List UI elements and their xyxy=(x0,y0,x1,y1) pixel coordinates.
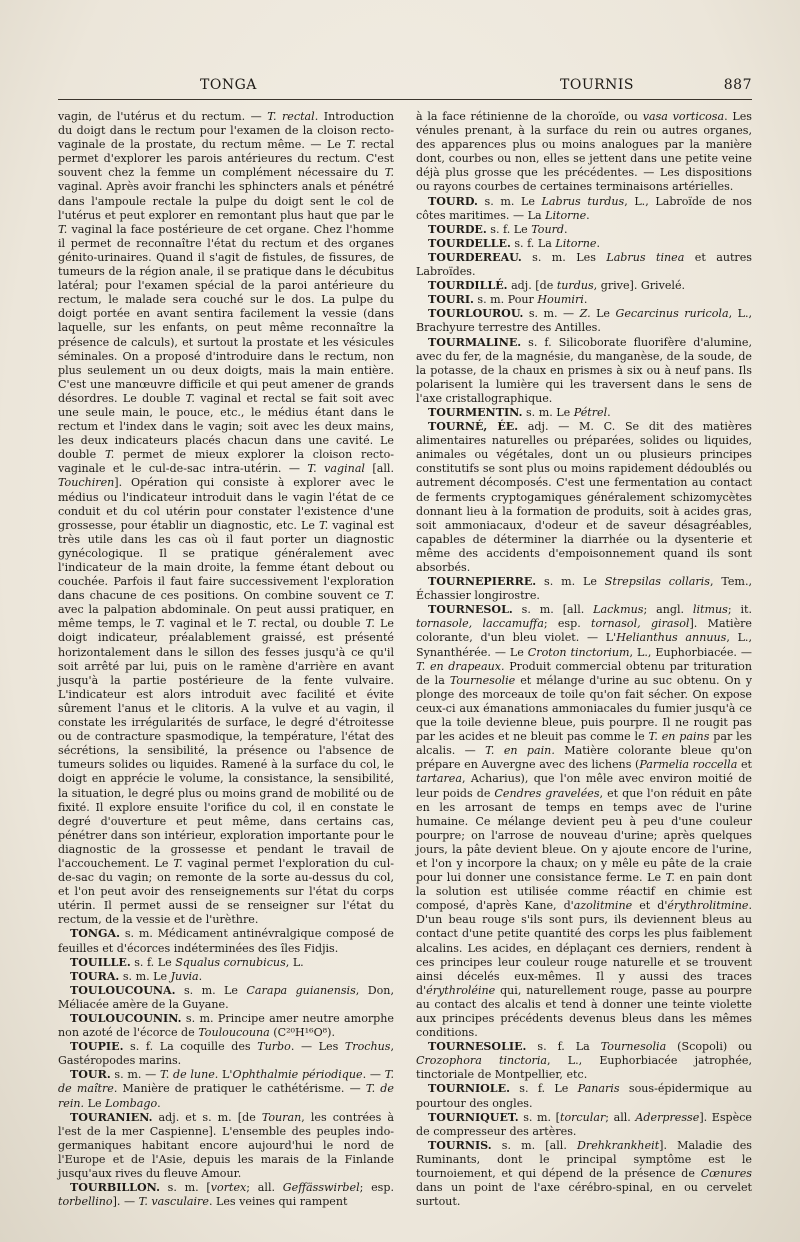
dictionary-entry xyxy=(416,223,752,237)
entry-text: s. f. La xyxy=(510,236,556,250)
dictionary-entry xyxy=(58,1012,394,1040)
entry-text: s. m. Le xyxy=(119,969,171,983)
entry-headword: TOURNEPIERRE. xyxy=(428,575,537,589)
entry-text: ; esp. xyxy=(543,617,592,631)
running-header xyxy=(58,77,752,97)
italic-term: Touchiren xyxy=(58,476,115,490)
entry-text: , et que l'on réduit en pâte en les arrosant de temps en temps avec de l'urine humaine. Ce mélange devient peu à peu d'une couleur pourpre; on l'arrose de nouveau d'urine; après quelques jours, la pâte devient bleue. On y ajoute encore de l'urine, et l'on y incorpore la chaux; on y mêle eu pâte de la craie pour lui donner une consistance ferme. Le xyxy=(416,786,752,885)
dictionary-entry xyxy=(416,293,752,307)
italic-term: Tournesolie xyxy=(449,673,516,687)
italic-term: Cœnures xyxy=(700,1167,752,1181)
entry-headword: TOUPIE. xyxy=(70,1040,124,1054)
italic-term: Aderpresse xyxy=(635,1110,700,1124)
dictionary-entry xyxy=(416,237,752,251)
italic-term: T. xyxy=(365,617,375,631)
entry-text: s. f. La xyxy=(526,1040,601,1054)
right-column xyxy=(416,110,752,1209)
entry-text: s. m. [all. xyxy=(491,1138,578,1152)
entry-text: , Don, Méliacée amère de la Guyane. xyxy=(58,983,394,1011)
entry-text: dans un point de l'axe cérébro-spinal, en ou cervelet surtout. xyxy=(416,1181,752,1209)
entry-headword: TOURDEREAU. xyxy=(428,250,522,264)
italic-term: azolitmine xyxy=(573,899,633,913)
entry-text: vaginal. Après avoir franchi les sphincters anals et pénétré dans l'ampoule rectale la pulpe du doigt sent le col de l'utérus et peut explorer en remontant plus haut que par le xyxy=(58,180,394,222)
italic-term: T. de maître. xyxy=(58,1068,394,1096)
entry-text: ; all. xyxy=(246,1181,283,1195)
italic-term: vasa vorticosa xyxy=(642,110,725,123)
header-rule xyxy=(58,99,752,100)
entry-text: [all. xyxy=(364,462,394,476)
italic-term: Z. xyxy=(579,307,591,321)
entry-text: . xyxy=(586,208,590,222)
italic-term: Cendres gravelées xyxy=(494,786,600,800)
italic-term: Panaris xyxy=(577,1082,620,1096)
entry-text: Manière de pratiquer le cathétérisme. — xyxy=(117,1082,366,1096)
italic-term: T. xyxy=(104,448,115,462)
italic-term: T. en pain. xyxy=(485,744,555,758)
entry-text: s. m. Pour xyxy=(473,293,538,307)
entry-text: et autres Labroïdes. xyxy=(416,250,752,279)
entry-text: . Les vénules prenant, à la surface du rein ou autres organes, des apparences plus ou moins analogues par la manière dont, courbes ou non, elles se jettent dans une petite veine déjà plus grosse que les précédentes. — Les dispositions ou rayons courbes de certaines terminaisons artérielles. xyxy=(416,110,752,194)
italic-term: T. xyxy=(384,166,394,180)
italic-term: T. xyxy=(155,617,165,631)
entry-text: s. m. Le xyxy=(477,194,542,208)
entry-headword: TOURNÉ, ÉE. xyxy=(428,420,519,434)
entry-text: par les alcalis. — xyxy=(416,730,752,758)
entry-text: avec la palpation abdominale. On peut aussi pratiquer, en même temps, le xyxy=(58,603,394,631)
italic-term: tornasol, girasol xyxy=(591,617,690,631)
entry-text: s. m. [all. xyxy=(512,603,594,617)
entry-headword: TOURBILLON. xyxy=(70,1181,160,1195)
entry-text: . xyxy=(596,236,600,250)
italic-term: torbellino xyxy=(58,1195,113,1209)
entry-headword: TOURNIOLE. xyxy=(428,1082,510,1096)
italic-term: Touran xyxy=(261,1110,302,1124)
header-first-word: TONGA xyxy=(200,77,257,93)
entry-text: Introduction du doigt dans le rectum pour l'examen de la cloison recto-vaginale de la prostate, du rectum même. — Le xyxy=(58,110,394,152)
italic-term: Litorne xyxy=(555,236,597,250)
entry-text: ; angl. xyxy=(643,603,693,617)
italic-term: Parmelia roccella xyxy=(639,758,738,772)
entry-text: . D'un beau rouge s'ils sont purs, ils deviennent bleus au contact d'une petite quantité des corps les plus faiblement alcalins. Les acides, en déplaçant ces derniers, rendent à ces principes leur couleur rouge naturelle et se trouvent ainsi décelés eux-mêmes. Il y aussi des traces d' xyxy=(416,899,752,997)
dictionary-entry xyxy=(416,279,752,293)
entry-headword: TOURNESOL. xyxy=(428,603,513,617)
entry-text: adj. [de xyxy=(507,279,557,293)
italic-term: Trochus xyxy=(344,1040,391,1054)
entry-text: et mélange d'urine au suc obtenu. On y plonge des morceaux de toile qu'on fait sécher. On expose ceux-ci aux émanations ammoniacales du fumier jusqu'à ce que la toile devienne bleue, puis pourpre. Il ne rougit pas par les acides et ne bleuit pas comme le xyxy=(416,673,752,744)
entry-text: s. f. Le xyxy=(509,1082,578,1096)
italic-term: Litorne xyxy=(545,208,587,222)
italic-term: Labrus turdus xyxy=(541,194,625,208)
italic-term: Juvia xyxy=(170,969,199,983)
entry-text: , Acharius), que l'on mêle avec environ moitié de leur poids de xyxy=(416,772,752,800)
dictionary-entry xyxy=(416,575,752,603)
dictionary-entry xyxy=(58,970,394,984)
entry-text: . xyxy=(157,1096,161,1110)
entry-text: (C²⁰H¹⁶O⁸). xyxy=(269,1026,335,1040)
italic-term: T. vasculaire xyxy=(138,1195,209,1209)
entry-text: s. m. [ xyxy=(518,1110,560,1124)
italic-term: T. xyxy=(319,518,329,532)
entry-text: . xyxy=(583,293,588,307)
italic-term: T. en drapeaux. xyxy=(416,659,505,673)
page-number: 887 xyxy=(723,77,752,93)
dictionary-entry xyxy=(416,251,752,279)
entry-headword: TOURA. xyxy=(70,969,120,983)
entry-text: s. m. [ xyxy=(159,1181,211,1195)
dictionary-entry xyxy=(58,1111,394,1181)
dictionary-entry xyxy=(416,603,752,1040)
dictionary-entry xyxy=(416,420,752,575)
entry-text: ]. Maladie des Ruminants, dont le principal symptôme est le tournoiement, et qui dépend de la présence de xyxy=(416,1138,752,1181)
entry-text: s. m. Le xyxy=(175,983,247,997)
italic-term: vortex xyxy=(210,1181,247,1195)
entry-text: , L., Synanthérée. — Le xyxy=(416,631,752,659)
italic-term: érythrolitmine xyxy=(667,899,749,913)
entry-text: s. m. Principe amer neutre amorphe non azoté de l'écorce de xyxy=(58,1012,394,1040)
italic-term: T. xyxy=(665,871,675,885)
dictionary-entry xyxy=(58,927,394,955)
entry-text: ]. Matière colorante, d'un bleu violet. — L' xyxy=(416,617,753,645)
italic-term: tartarea xyxy=(416,772,462,786)
italic-term: turdus xyxy=(556,279,594,293)
italic-term: Drehkrankheit xyxy=(577,1138,660,1152)
entry-text: , Tem., Échassier longirostre. xyxy=(416,575,752,603)
entry-headword: TOURMENTIN. xyxy=(428,405,523,419)
italic-term: Carapa guianensis xyxy=(246,983,356,997)
entry-text: ]. Espèce de compresseur des artères. xyxy=(416,1110,752,1138)
entry-text: vaginal et rectal se fait soit avec une seule main, le pouce, etc., le médius étant dans le rectum et l'index dans le vagin; soit avec les deux mains, les deux indicateurs placés chacun dans une cavité. Le double xyxy=(58,391,394,462)
entry-text: Matière colorante bleue qu'on prépare en Auvergne avec des lichens ( xyxy=(416,744,752,772)
continued-entry-text xyxy=(416,110,752,195)
entry-text: vagin, de l'utérus et du rectum. — xyxy=(58,110,268,123)
entry-headword: TOURNIQUET. xyxy=(428,1110,519,1124)
entry-text: , L., Brachyure terrestre des Antilles. xyxy=(416,307,752,335)
entry-text: s. m. Le xyxy=(536,575,605,589)
entry-text: , Gastéropodes marins. xyxy=(58,1040,394,1068)
entry-text: , les contrées à l'est de la mer Caspienne]. L'ensemble des peuples indo-germaniques habitant encore aujourd'hui le nord de l'Europe et de l'Asie, depuis les marais de la Finlande jusqu'aux rives du fleuve Amour. xyxy=(58,1110,394,1181)
italic-term: T. xyxy=(58,222,68,236)
italic-term: Croton tinctorium xyxy=(527,645,630,659)
italic-term: T. xyxy=(173,856,183,870)
dictionary-entry xyxy=(58,1068,394,1110)
dictionary-entry xyxy=(416,195,752,223)
entry-text: ; all. xyxy=(605,1110,636,1124)
italic-term: Turbo xyxy=(257,1040,291,1054)
italic-term: Touloucouna xyxy=(198,1026,270,1040)
italic-term: tornasole, laccamuffa xyxy=(416,617,544,631)
dictionary-entry xyxy=(58,1040,394,1068)
entry-text: sous-épidermique au pourtour des ongles. xyxy=(416,1082,752,1110)
italic-term: T. en pains xyxy=(648,730,710,744)
italic-term: Lombago xyxy=(105,1096,158,1110)
entry-text: s. m. Médicament antinévralgique composé de feuilles et d'écorces indéterminées des îles Fidjis. xyxy=(58,927,394,955)
entry-text: permet de mieux explorer la cloison recto-vaginale et le cul-de-sac intra-utérin. — xyxy=(58,448,395,476)
entry-text: rectal, ou double xyxy=(256,617,366,631)
italic-term: Geffässwirbel xyxy=(282,1181,360,1195)
entry-headword: TONGA. xyxy=(70,927,121,941)
entry-headword: TOURDE. xyxy=(428,222,487,236)
header-last-word: TOURNIS xyxy=(560,77,635,93)
italic-term: Crozophora tinctoria xyxy=(416,1054,547,1068)
entry-headword: TOURANIEN. xyxy=(70,1110,153,1124)
entry-text: Le xyxy=(590,307,616,321)
entry-text: adj. — M. C. Se dit des matières alimentaires naturelles ou préparées, solides ou liquides, animales ou végétales, dont un ou plusieurs principes constitutifs se sont plus ou moins rapidement dédoublés ou autrement décomposés. C'est une fermentation au contact de ferments cryptogamiques généralement schizomycètes donnant lieu à la formation de produits, soit à acides gras, soit ammoniacaux, d'odeur et de saveur désagréables, capables de déterminer la diarrhée ou la dysenterie et même des accidents d'empoisonnement quand ils sont absorbés. xyxy=(416,420,752,574)
entry-text: , L., Labroïde de nos côtes maritimes. — La xyxy=(416,194,752,222)
entry-text: , L., Euphorbiacée. — xyxy=(629,645,752,659)
entry-headword: TOURDILLÉ. xyxy=(428,279,508,293)
entry-text: s. m. Les xyxy=(521,250,607,264)
entry-text: L' xyxy=(218,1068,233,1082)
entry-text: en pain dont la solution est utilisée comme réactif en chimie est composé, d'après Kane, d' xyxy=(416,871,752,913)
italic-term: Tournesolia xyxy=(600,1040,667,1054)
dictionary-entry xyxy=(416,1082,752,1110)
entry-text: Produit commercial obtenu par trituration de la xyxy=(416,659,752,687)
dictionary-entry xyxy=(416,1139,752,1209)
italic-term: T. xyxy=(185,391,195,405)
entry-text: , L., Euphorbiacée jatrophée, tinctoriale de Montpellier, etc. xyxy=(416,1054,752,1082)
entry-text: , L. xyxy=(285,955,304,969)
entry-headword: TOURI. xyxy=(428,293,474,307)
entry-headword: TOULOUCOUNIN. xyxy=(70,1012,182,1025)
entry-text: (Scopoli) ou xyxy=(666,1040,752,1054)
entry-text: ]. Opération qui consiste à explorer avec le médius ou l'indicateur introduit dans le vagin l'état de ce conduit et du col utérin pour constater l'existence d'une grossesse, pour établir un diagnostic, etc. Le xyxy=(58,476,394,532)
italic-term: Pétrel xyxy=(573,405,608,419)
entry-text: . — Les xyxy=(290,1040,345,1054)
entry-text: . xyxy=(564,222,568,236)
entry-text: ; it. xyxy=(727,603,753,617)
entry-text: vaginal et le xyxy=(164,617,248,631)
entry-text: s. f. La coquille des xyxy=(123,1040,258,1054)
entry-headword: TOURNESOLIE. xyxy=(428,1040,527,1054)
dictionary-entry xyxy=(58,984,394,1012)
italic-term: Strepsilas collaris xyxy=(604,575,710,589)
italic-term: T. xyxy=(346,138,356,152)
entry-text: . Les veines qui rampent xyxy=(208,1195,348,1209)
entry-text: s. m. Le xyxy=(522,405,574,419)
entry-headword: TOURLOUROU. xyxy=(428,307,524,321)
dictionary-entry xyxy=(416,336,752,406)
entry-text: s. f. Le xyxy=(486,222,532,236)
italic-term: T. xyxy=(247,617,257,631)
left-column xyxy=(58,110,394,1209)
dictionary-entry xyxy=(416,1111,752,1139)
entry-text: qui, naturellement rouge, passe au pourpre au contact des alcalis et tend à donner une teinte violette aux principes précédents devenus bleus dans les mêmes conditions. xyxy=(416,983,752,1040)
entry-text: à la face rétinienne de la choroïde, ou xyxy=(416,110,643,123)
entry-text: . xyxy=(198,969,203,983)
entry-text: vaginal est très utile dans les cas où il faut porter un diagnostic gynécologique. Il se pratique généralement avec l'indicateur de la main droite, la femme étant debout ou couchée. Parfois il faut faire successivement l'exploration dans chacune de ces positions. On combine souvent ce xyxy=(58,518,394,603)
entry-text: vaginal la face postérieure de cet organe. Chez l'homme il permet de reconnaître l'état du rectum et des organes génito-urinaires. Quand il s'agit de fistules, de fissures, de tumeurs de la région anale, il se pratique dans le décubitus latéral; pour l'examen spécial de la paroi antérieure du rectum, le malade sera couché sur le dos. La pulpe du doigt portée en avant sentira facilement la vessie (dans laquelle, sur les enfants, on peut même reconnaître la présence de calculs), et surtout la prostate et les vésicules séminales. On a proposé d'introduire dans le rectum, non plus seulement un ou deux doigts, mais la main entière. C'est une manœuvre difficile et qui peut amener de grands désordres. Le double xyxy=(58,222,394,405)
entry-headword: TOURMALINE. xyxy=(428,335,522,349)
entry-text: rectal permet d'explorer les parois antérieures du rectum. C'est souvent chez la femme un complément nécessaire du xyxy=(58,138,395,180)
entry-text: , grive]. Grivelé. xyxy=(593,279,686,293)
italic-term: Tourd xyxy=(531,222,565,236)
italic-term: Lackmus xyxy=(593,603,644,617)
italic-term: Labrus tinea xyxy=(606,250,685,264)
entry-text: adj. et s. m. [de xyxy=(152,1110,262,1124)
entry-text: s. m. — xyxy=(110,1068,160,1082)
italic-term: T. de lune. xyxy=(159,1068,219,1082)
italic-term: Squalus cornubicus xyxy=(175,955,286,969)
entry-headword: TOULOUCOUNA. xyxy=(70,983,176,997)
entry-text: s. f. Le xyxy=(130,955,176,969)
entry-text: s. f. Silicoborate fluorifère d'alumine, avec du fer, de la magnésie, du manganèse, de la soude, de la potasse, de la chaux en prismes à six ou à neuf pans. Ils polarisent la lumière qui les traversent dans le sens de l'axe cristallographique. xyxy=(416,335,752,405)
entry-text: s. m. — xyxy=(523,307,580,321)
italic-term: Helianthus annuus xyxy=(616,631,727,645)
entry-text: ; esp. xyxy=(359,1181,394,1195)
entry-text: Le doigt indicateur, préalablement graissé, est présenté horizontalement dans le sillon des fesses jusqu'à ce qu'il soit arrêté par lui, puis on le ramène d'arrière en avant jusqu'à la partie postérieure de la fente vulvaire. L'indicateur est alors introduit avec facilité et évite sûrement l'anus et le clitoris. A la vulve et au vagin, il constate les irrégularités de surface, le degré d'étroitesse ou de contracture spasmodique, la température, l'état des sécrétions, la sensibilité, la présence ou l'absence de tumeurs solides ou liquides. Ramené à la surface du col, le doigt en apprécie le volume, la consistance, la sensibilité, la situation, le degré plus ou moins grand de mobilité ou de fixité. Il explore ensuite l'orifice du col, il en constate le degré d'ouverture et peut même, dans certains cas, pénétrer dans son intérieur, exploration importante pour le diagnostic de la grossesse et pendant le travail de l'accouchement. Le xyxy=(58,617,394,870)
entry-headword: TOURD. xyxy=(428,194,478,208)
continued-entry-text xyxy=(58,110,394,927)
dictionary-entry xyxy=(416,307,752,335)
dictionary-entry xyxy=(58,1181,394,1209)
italic-term: T. de rein. xyxy=(58,1082,394,1110)
italic-term: litmus xyxy=(692,603,728,617)
entry-text: ]. — xyxy=(112,1195,139,1209)
entry-text: vaginal permet l'exploration du cul-de-sac du vagin; on remonte de la sorte au-dessus du col, et l'on peut avoir des renseignements sur l'état du corps utérin. Il permet aussi de se renseigner sur l'état du rectum, de la vessie et de l'urèthre. xyxy=(58,856,394,927)
entry-text: . xyxy=(607,405,611,419)
italic-term: Houmiri xyxy=(537,293,584,307)
entry-headword: TOURNIS. xyxy=(428,1138,492,1152)
italic-term: torcular xyxy=(559,1110,606,1124)
italic-term: T. xyxy=(384,589,394,603)
italic-term: T. vaginal xyxy=(307,462,365,476)
italic-term: érythroléine xyxy=(426,983,496,997)
entry-text: et xyxy=(737,758,752,772)
entry-text: . — xyxy=(362,1068,385,1082)
entry-text: Le xyxy=(84,1096,106,1110)
dictionary-entry xyxy=(58,956,394,970)
italic-term: T. rectal. xyxy=(267,110,319,123)
entry-headword: TOURDELLE. xyxy=(428,236,511,250)
italic-term: Gecarcinus ruricola xyxy=(615,307,729,321)
dictionary-entry xyxy=(416,1040,752,1082)
entry-text: et d' xyxy=(632,899,668,913)
italic-term: Ophthalmie périodique xyxy=(232,1068,363,1082)
entry-headword: TOUILLE. xyxy=(70,955,131,969)
entry-headword: TOUR. xyxy=(70,1068,111,1082)
dictionary-entry xyxy=(416,406,752,420)
